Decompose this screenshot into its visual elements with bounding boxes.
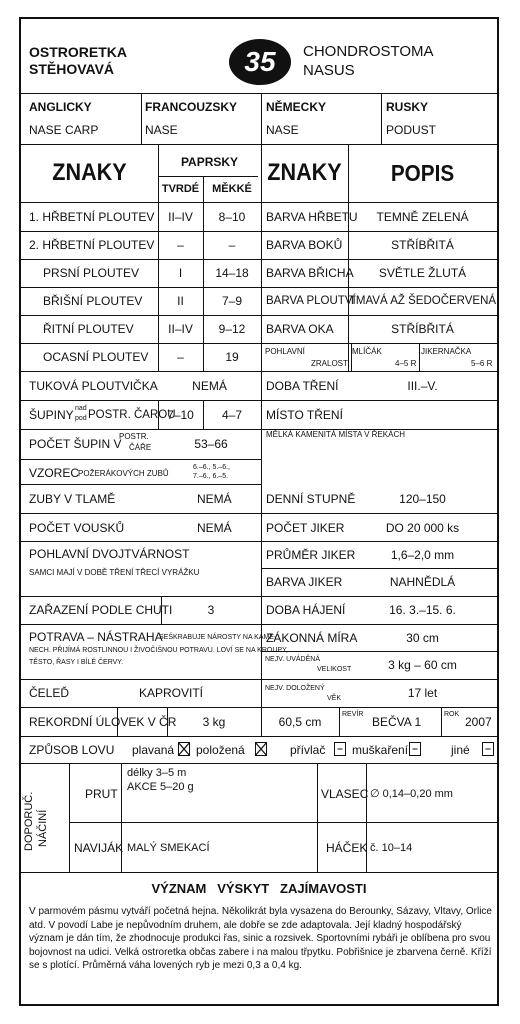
- lang-label-en: ANGLICKY: [29, 100, 92, 114]
- protection-label: DOBA HÁJENÍ: [266, 603, 346, 617]
- lang-label-ru: RUSKY: [386, 100, 429, 114]
- adipose-label: TUKOVÁ PLOUTVIČKA: [29, 379, 158, 393]
- lang-value-ru: PODUST: [386, 123, 437, 137]
- fin-label: OCASNÍ PLOUTEV: [43, 350, 149, 364]
- rod-label: PRUT: [85, 787, 118, 801]
- scales-prefix: ŠUPINY: [29, 408, 74, 422]
- fin-hard: II: [177, 294, 184, 308]
- scales-nad: nad: [75, 405, 87, 412]
- czech-name-line2: STĚHOVAVÁ: [29, 61, 115, 77]
- header-paprsky: PAPRSKY: [180, 155, 239, 169]
- barbels-value: NEMÁ: [197, 521, 232, 535]
- latin-name-line1: CHONDROSTOMA: [303, 43, 434, 60]
- fin-hard: II–IV: [168, 210, 193, 224]
- record-label: REKORDNÍ ÚLOVEK V ČR: [29, 715, 177, 729]
- eggs-count-value: DO 20 000 ks: [385, 521, 460, 535]
- header-mekke: MĚKKÉ: [212, 183, 252, 195]
- taste-value: 3: [207, 603, 215, 617]
- protection-value: 16. 3.–15. 6.: [389, 603, 456, 617]
- max-age-label2: VĚK: [327, 695, 342, 702]
- reel-value: MALÝ SMEKACÍ: [127, 842, 210, 854]
- method-option: plavaná: [132, 743, 175, 757]
- record-weight: 3 kg: [202, 715, 226, 729]
- egg-diameter-label: PRŮMĚR JIKER: [266, 548, 356, 562]
- scales-pod: pod: [75, 415, 87, 422]
- adipose-value: NEMÁ: [192, 379, 227, 393]
- tackle-side-label1: DOPORUČ.: [23, 791, 35, 851]
- lang-value-fr: NASE: [145, 123, 178, 137]
- legal-size-label: ZÁKONNÁ MÍRA: [266, 631, 358, 645]
- maturity-male-label: MLÍČÁK: [352, 347, 382, 356]
- method-checkbox[interactable]: [255, 742, 267, 756]
- gill-sub: POŽERÁKOVÝCH ZUBŮ: [78, 469, 169, 478]
- species-number-badge: [229, 39, 291, 85]
- color-label: BARVA BOKŮ: [266, 238, 343, 252]
- line-value: ∅ 0,14–0,20 mm: [370, 788, 453, 800]
- food-label: POTRAVA – NÁSTRAHA: [29, 630, 163, 644]
- fin-label: PRSNÍ PLOUTEV: [43, 266, 140, 280]
- egg-color-value: NAHNĚDLÁ: [389, 575, 456, 589]
- color-value: SVĚTLE ŽLUTÁ: [378, 266, 467, 280]
- color-value: STŘÍBŘITÁ: [391, 238, 454, 252]
- fin-soft: 14–18: [215, 266, 249, 280]
- legal-size-value: 30 cm: [406, 631, 439, 645]
- teeth-value: NEMÁ: [197, 492, 232, 506]
- line-label: VLASEC: [321, 787, 369, 801]
- lang-label-fr: FRANCOUZSKY: [145, 100, 237, 114]
- maturity-female-value: 5–6 R: [471, 359, 493, 368]
- teeth-label: ZUBY V TLAMĚ: [29, 492, 116, 506]
- rod-line2: AKCE 5–20 g: [127, 781, 194, 793]
- color-label: BARVA BŘICHA: [266, 266, 354, 280]
- record-year: 2007: [465, 715, 492, 729]
- fin-hard: –: [177, 350, 184, 364]
- method-checkbox[interactable]: [482, 742, 494, 756]
- color-label: BARVA HŘBETU: [266, 210, 358, 224]
- day-degree-value: 120–150: [399, 492, 446, 506]
- food-text-1: SEŠKRABUJE NÁROSTY NA KAME-: [159, 634, 277, 641]
- family-value: KAPROVITÍ: [139, 686, 204, 700]
- maturity-male-value: 4–5 R: [395, 359, 417, 368]
- fin-label: BŘIŠNÍ PLOUTEV: [43, 294, 143, 308]
- rod-line1: délky 3–5 m: [127, 767, 187, 779]
- dimorphism-label: POHLAVNÍ DVOJTVÁRNOST: [29, 547, 190, 561]
- header-tvrde: TVRDÉ: [161, 183, 200, 195]
- max-size-value: 3 kg – 60 cm: [388, 658, 457, 672]
- egg-color-label: BARVA JIKER: [266, 575, 343, 589]
- header-popis: POPIS: [390, 160, 455, 186]
- food-text-3: TĚSTO, ŘASY I BÍLÉ ČERVY.: [29, 659, 124, 666]
- maturity-label2: ZRALOST: [311, 359, 348, 368]
- gill-value2: 7.–6., 6.–5.: [193, 473, 229, 480]
- method-option: přívlač: [290, 743, 326, 757]
- scales-above: 7–10: [167, 408, 194, 422]
- fin-soft: 9–12: [218, 322, 246, 336]
- lang-value-en: NASE CARP: [29, 123, 99, 137]
- color-label: BARVA PLOUTVÍ: [266, 295, 356, 307]
- color-value: STŘÍBŘITÁ: [391, 322, 454, 336]
- scales-count-value: 53–66: [194, 437, 228, 451]
- method-option: muškaření: [352, 743, 409, 757]
- record-revir-label: REVÍR: [342, 711, 364, 718]
- reel-label: NAVIJÁK: [74, 841, 124, 855]
- record-length: 60,5 cm: [278, 715, 322, 729]
- fin-label: 1. HŘBETNÍ PLOUTEV: [29, 210, 155, 224]
- fin-hard: –: [177, 238, 184, 252]
- method-checkbox[interactable]: [334, 742, 346, 756]
- czech-name-line1: OSTRORETKA: [29, 44, 127, 60]
- color-value: TMAVÁ AŽ ŠEDOČERVENÁ: [348, 295, 497, 307]
- lang-value-de: NASE: [266, 123, 299, 137]
- eggs-count-label: POČET JIKER: [266, 521, 345, 535]
- method-option: položená: [196, 743, 245, 757]
- species-number: 35: [244, 46, 276, 77]
- maturity-label1: POHLAVNÍ: [265, 347, 305, 356]
- tackle-side-label2: NÁČINÍ: [37, 809, 49, 847]
- fin-soft: 8–10: [218, 210, 246, 224]
- method-label: ZPŮSOB LOVU: [29, 743, 115, 757]
- food-text-2: NECH. PŘIJÍMÁ ROSTLINNOU I ŽIVOČIŠNOU POTRAVU. LOVÍ SE NA KROUPY,: [29, 647, 288, 654]
- scales-count-sup: POSTR.: [119, 432, 149, 441]
- spawn-time-value: III.–V.: [407, 379, 438, 393]
- color-value: TEMNĚ ZELENÁ: [376, 210, 469, 224]
- maturity-female-label: JIKERNAČKA: [421, 347, 472, 356]
- max-age-value: 17 let: [407, 686, 438, 700]
- significance-text: V parmovém pásmu vytváří početná hejna. Několikrát byla vysazena do Berounky, Sázavy, Vltavy, Orlice atd. V povodí Labe je nepůvodním druhem, ale dobře se zde adaptovala. Její kladný hospodářský význam je dán tím, že zhodnocuje produkci řas, sinic a rozsivek. Sportovními rybáři je oblíbena pro svou bojovnost na udici. Velká ostroretka občas zabere i na malou třpytku. Pobřišnice je zbarvena černě. Kříží se s plotící. Průměrná váha lovených ryb je mezi 0,3 a 0,4 kg.: [29, 906, 492, 971]
- egg-diameter-value: 1,6–2,0 mm: [390, 548, 455, 562]
- method-checkbox[interactable]: [409, 742, 421, 756]
- spawn-place-label: MÍSTO TŘENÍ: [266, 408, 343, 422]
- significance-heading: VÝZNAM VÝSKYT ZAJÍMAVOSTI: [151, 881, 367, 896]
- fin-label: 2. HŘBETNÍ PLOUTEV: [29, 238, 155, 252]
- header-znaky-left: ZNAKY: [52, 159, 127, 186]
- family-label: ČELEĎ: [29, 686, 70, 700]
- method-option: jiné: [451, 743, 470, 757]
- gill-value1: 6.–6., 5.–6.,: [193, 464, 230, 471]
- dimorphism-value: SAMCI MAJÍ V DOBĚ TŘENÍ TŘECÍ VYRÁŽKU: [29, 568, 200, 577]
- fin-soft: 19: [225, 350, 239, 364]
- hook-label: HÁČEK: [326, 841, 368, 855]
- day-degree-label: DENNÍ STUPNĚ: [266, 492, 356, 506]
- header-znaky-right: ZNAKY: [267, 159, 342, 186]
- method-checkbox[interactable]: [178, 742, 190, 756]
- max-age-label1: NEJV. DOLOŽENÝ: [265, 685, 325, 692]
- color-label: BARVA OKA: [266, 322, 334, 336]
- max-size-label1: NEJV. UVÁDĚNÁ: [265, 656, 320, 663]
- fish-card: [19, 17, 499, 1006]
- fin-soft: –: [228, 238, 236, 252]
- lang-label-de: NĚMECKY: [266, 100, 327, 114]
- scales-below: 4–7: [221, 408, 243, 422]
- scales-count-sub: ČÁŘE: [129, 443, 152, 452]
- spawn-place-value: MĚLKÁ KAMENITÁ MÍSTA V ŘEKÁCH: [266, 430, 405, 439]
- record-rok-label: ROK: [444, 711, 460, 718]
- scales-suffix: POSTR. ČAROU: [88, 409, 176, 421]
- fin-hard: I: [178, 266, 183, 280]
- max-size-label2: VELIKOST: [317, 666, 352, 673]
- hook-value: č. 10–14: [370, 842, 413, 854]
- barbels-label: POČET VOUSKŮ: [29, 521, 125, 535]
- spawn-time-label: DOBA TŘENÍ: [266, 379, 339, 393]
- gill-label: VZOREC: [29, 466, 80, 480]
- fin-soft: 7–9: [221, 294, 243, 308]
- fin-label: ŘITNÍ PLOUTEV: [43, 322, 134, 336]
- fin-hard: II–IV: [168, 322, 193, 336]
- record-revir: BEČVA 1: [372, 715, 422, 729]
- scales-count-label: POČET ŠUPIN V: [29, 437, 122, 451]
- latin-name-line2: NASUS: [303, 62, 355, 79]
- taste-label: ZAŘAZENÍ PODLE CHUTI: [29, 603, 173, 617]
